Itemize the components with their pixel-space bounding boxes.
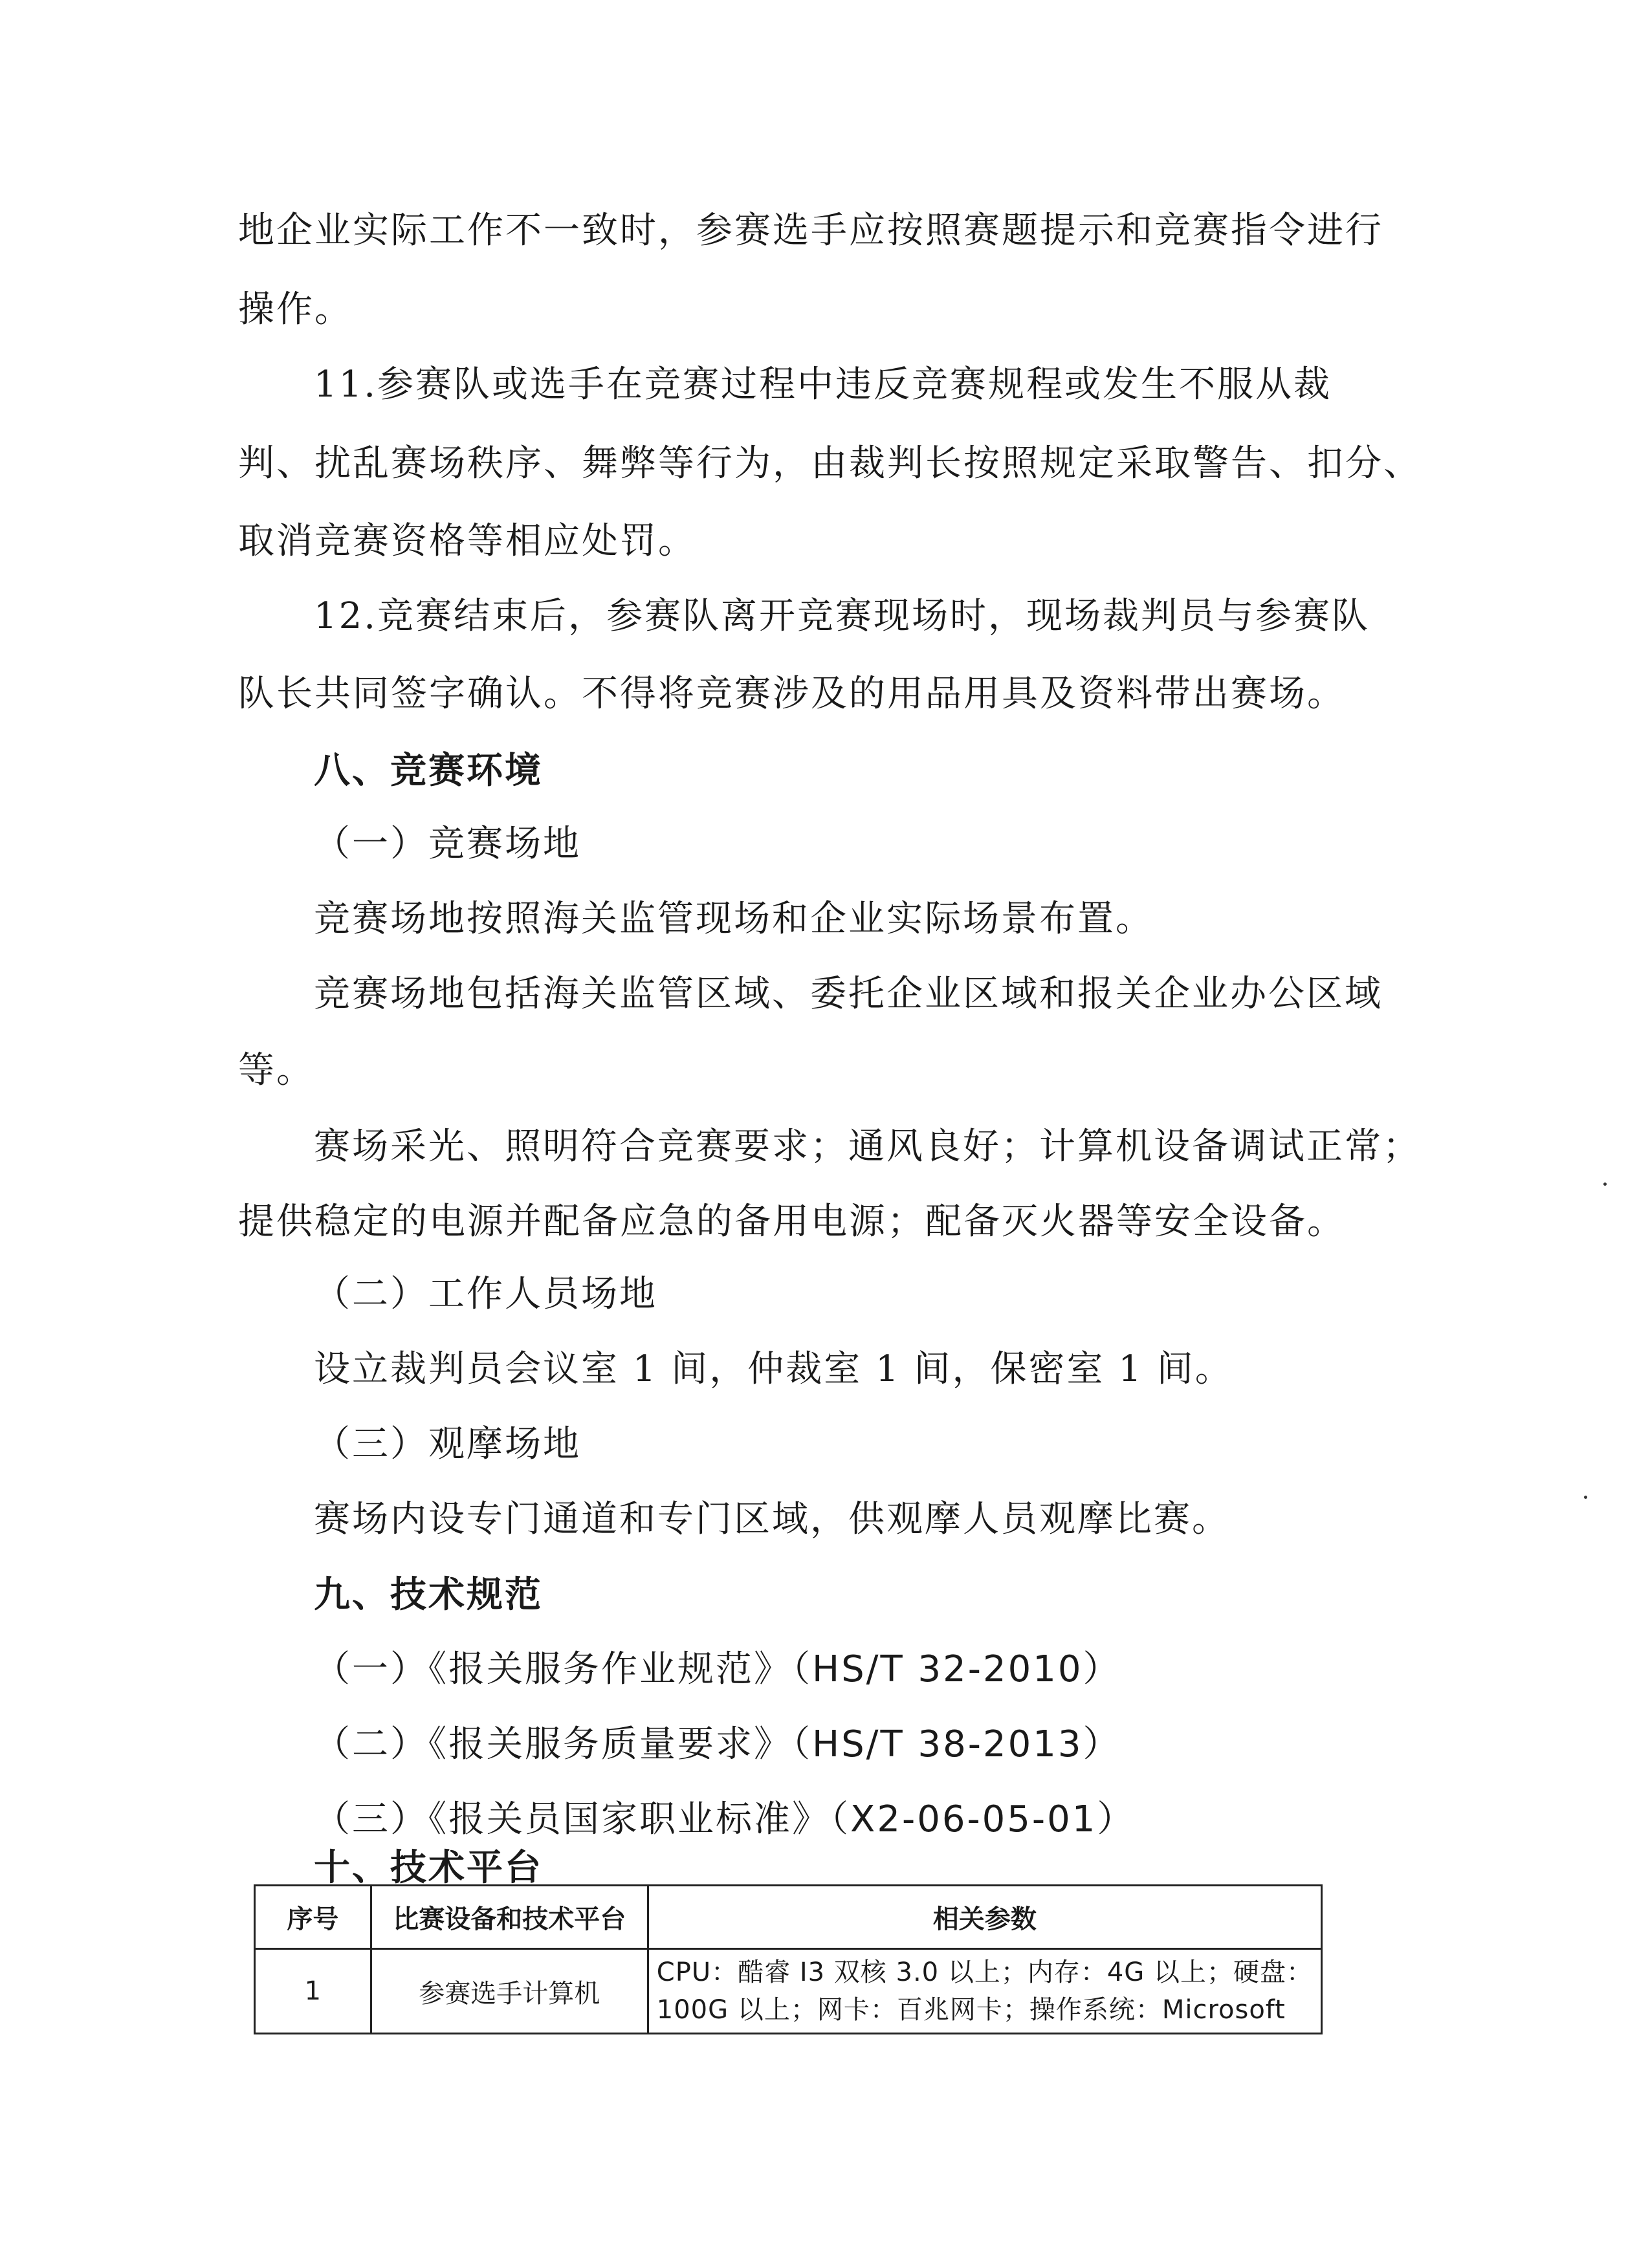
- paragraph-line: 队长共同签字确认。不得将竞赛涉及的用品用具及资料带出赛场。: [238, 673, 1345, 715]
- table-row: [255, 1949, 1322, 2034]
- column-header-device: 比赛设备和技术平台: [371, 1886, 648, 1949]
- paragraph-line: 竞赛场地包括海关监管区域、委托企业区域和报关企业办公区域: [314, 973, 1383, 1015]
- paragraph-line: 竞赛场地按照海关监管现场和企业实际场景布置。: [314, 898, 1154, 940]
- platform-table: [254, 1884, 1323, 2034]
- paragraph-line: 赛场采光、照明符合竞赛要求；通风良好；计算机设备调试正常；: [314, 1126, 1421, 1168]
- scan-speck: [1603, 1183, 1607, 1186]
- section-heading: 八、竞赛环境: [314, 749, 543, 792]
- standard-item: （一）《报关服务作业规范》（HS/T 32-2010）: [314, 1648, 1121, 1690]
- subsection-heading: （二）工作人员场地: [314, 1273, 657, 1315]
- section-heading: 九、技术规范: [314, 1573, 543, 1616]
- row-params-line: CPU：酷睿 I3 双核 3.0 以上；内存：4G 以上；硬盘：: [656, 1957, 1313, 1987]
- paragraph-line: 设立裁判员会议室 1 间，仲裁室 1 间，保密室 1 间。: [314, 1348, 1233, 1390]
- scan-speck: [1584, 1496, 1587, 1499]
- column-header-params: 相关参数: [648, 1886, 1321, 1949]
- row-params: [648, 1949, 1321, 2034]
- standard-item: （二）《报关服务质量要求》（HS/T 38-2013）: [314, 1723, 1121, 1765]
- row-device: 参赛选手计算机: [371, 1949, 648, 2034]
- column-header-index: 序号: [255, 1886, 371, 1949]
- table-header-row: [255, 1886, 1322, 1949]
- paragraph-line: 等。: [238, 1049, 314, 1091]
- standard-item: （三）《报关员国家职业标准》（X2-06-05-01）: [314, 1798, 1136, 1840]
- row-index: 1: [255, 1949, 371, 2034]
- subsection-heading: （一）竞赛场地: [314, 823, 581, 865]
- paragraph-line: 提供稳定的电源并配备应急的备用电源；配备灭火器等安全设备。: [238, 1201, 1345, 1243]
- paragraph-line: 地企业实际工作不一致时，参赛选手应按照赛题提示和竞赛指令进行: [238, 210, 1383, 252]
- subsection-heading: （三）观摩场地: [314, 1423, 581, 1465]
- row-params-line: 100G 以上；网卡：百兆网卡；操作系统：Microsoft: [656, 1995, 1286, 2025]
- paragraph-line: 赛场内设专门通道和专门区域，供观摩人员观摩比赛。: [314, 1498, 1230, 1540]
- paragraph-line: 11.参赛队或选手在竞赛过程中违反竞赛规程或发生不服从裁: [314, 364, 1332, 406]
- paragraph-line: 12.竞赛结束后，参赛队离开竞赛现场时，现场裁判员与参赛队: [314, 595, 1370, 637]
- paragraph-line: 操作。: [238, 289, 353, 331]
- section-heading: 十、技术平台: [314, 1846, 543, 1889]
- paragraph-line: 取消竞赛资格等相应处罚。: [238, 520, 696, 562]
- paragraph-line: 判、扰乱赛场秩序、舞弊等行为，由裁判长按照规定采取警告、扣分、: [238, 442, 1422, 485]
